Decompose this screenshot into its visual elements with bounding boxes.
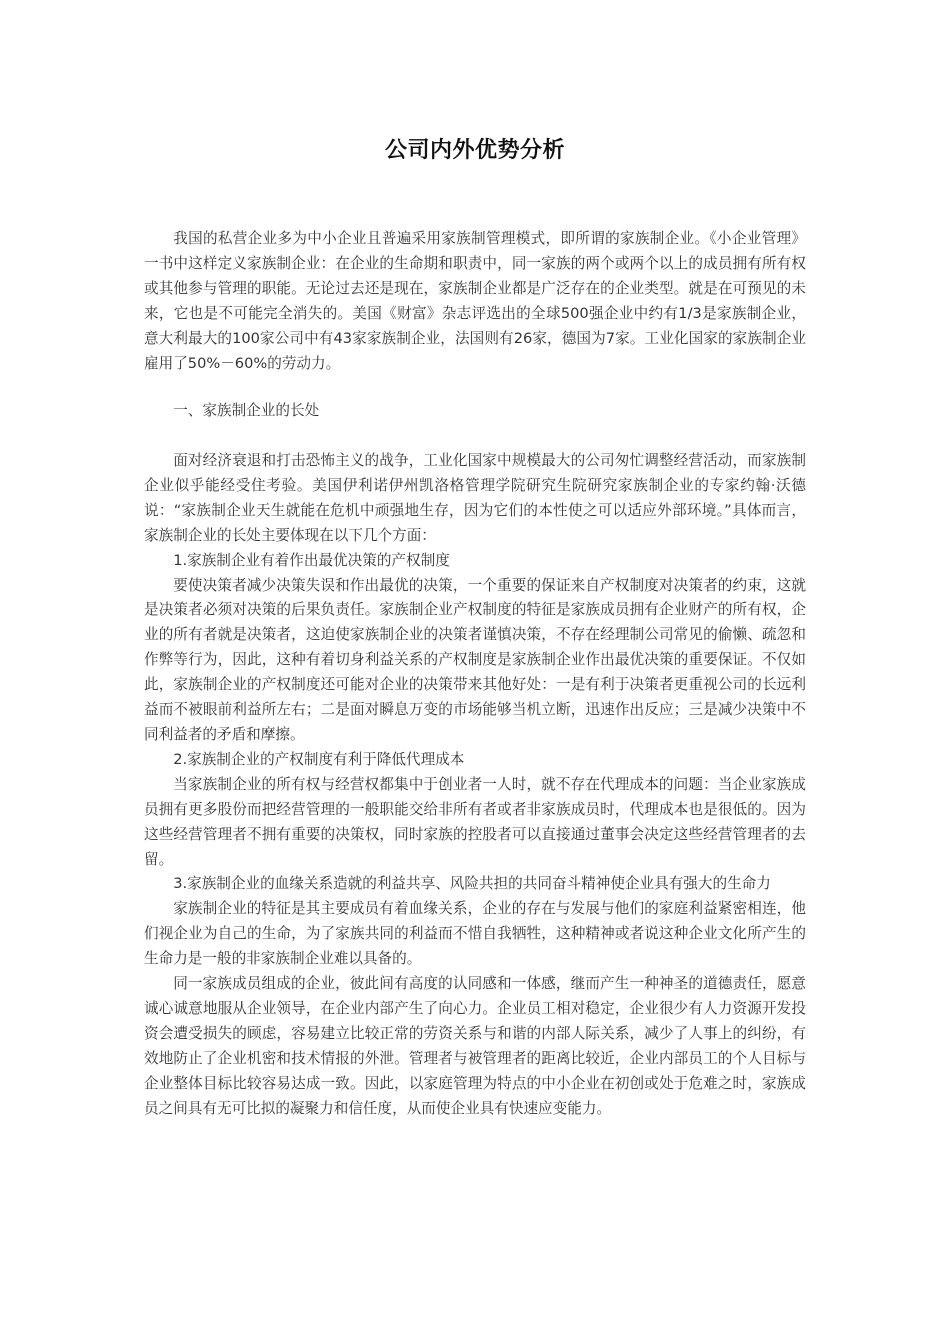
- intro-block: [144, 227, 806, 376]
- point-2-body: 当家族制企业的所有权与经营权都集中于创业者一人时，就不存在代理成本的问题：当企业家族成员拥有更多股份而把经营管理的一般职能交给非所有者或者非家族成员时，代理成本也是很低的。因为这些经营管理者不拥有重要的决策权，同时家族的控股者可以直接通过董事会决定这些经营管理者的去留。: [144, 775, 806, 868]
- document-title: 公司内外优势分析: [384, 138, 565, 163]
- main-text-block: [144, 449, 806, 1121]
- point-1-heading: 1.家族制企业有着作出最优决策的产权制度: [173, 551, 450, 569]
- point-3-body-continued: 同一家族成员组成的企业，彼此间有高度的认同感和一体感，继而产生一种神圣的道德责任，愿意诚心诚意地服从企业领导，在企业内部产生了向心力。企业员工相对稳定，企业很少有人力资源开发投资会遭受损失的顾虑，容易建立比较正常的劳资关系与和谐的内部人际关系，减少了人事上的纠纷，有效地防止了企业机密和技术情报的外泄。管理者与被管理者的距离比较近，企业内部员工的个人目标与企业整体目标比较容易达成一致。因此，以家庭管理为特点的中小企业在初创或处于危难之时，家族成员之间具有无可比拟的凝聚力和信任度，从而使企业具有快速应变能力。: [144, 975, 806, 1117]
- section-heading-block: [144, 399, 806, 424]
- intro-paragraph: 我国的私营企业多为中小企业且普遍采用家族制管理模式，即所谓的家族制企业。《小企业管理》一书中这样定义家族制企业：在企业的生命期和职责中，同一家族的两个或两个以上的成员拥有所有权或其他参与管理的职能。无论过去还是现在，家族制企业都是广泛存在的企业类型。就是在可预见的未来，它也是不可能完全消失的。美国《财富》杂志评选出的全球500强企业中约有1/3是家族制企业，意大利最大的100家公司中有43家家族制企业，法国则有26家，德国为7家。工业化国家的家族制企业雇用了50%－60%的劳动力。: [144, 230, 806, 372]
- point-1-body: 要使决策者减少决策失误和作出最优的决策，一个重要的保证来自产权制度对决策者的约束，这就是决策者必须对决策的后果负责任。家族制企业产权制度的特征是家族成员拥有企业财产的所有权，企业的所有者就是决策者，这迫使家族制企业的决策者谨慎决策，不存在经理制公司常见的偷懒、疏忽和作弊等行为，因此，这种有着切身利益关系的产权制度是家族制企业作出最优决策的重要保证。不仅如此，家族制企业的产权制度还可能对企业的决策带来其他好处：一是有利于决策者更重视公司的长远利益而不被眼前利益所左右；二是面对瞬息万变的市场能够当机立断，迅速作出反应；三是减少决策中不同利益者的矛盾和摩擦。: [144, 576, 806, 743]
- paragraph-context: 面对经济衰退和打击恐怖主义的战争，工业化国家中规模最大的公司匆忙调整经营活动，而家族制企业似乎能经受住考验。美国伊利诺伊州凯洛格管理学院研究生院研究家族制企业的专家约翰·沃德说：“家族制企业天生就能在危机中顽强地生存，因为它们的本性使之可以适应外部环境。”具体而言，家族制企业的长处主要体现在以下几个方面：: [144, 452, 806, 544]
- section-heading: 一、家族制企业的长处: [173, 402, 320, 419]
- point-3-heading: 3.家族制企业的血缘关系造就的利益共享、风险共担的共同奋斗精神使企业具有强大的生命力: [173, 875, 771, 893]
- point-3-body: 家族制企业的特征是其主要成员有着血缘关系，企业的存在与发展与他们的家庭利益紧密相连，他们视企业为自己的生命，为了家族共同的利益而不惜自我牺牲，这种精神或者说这种企业文化所产生的生命力是一般的非家族制企业难以具备的。: [144, 900, 806, 968]
- point-2-heading: 2.家族制企业的产权制度有利于降低代理成本: [173, 750, 465, 768]
